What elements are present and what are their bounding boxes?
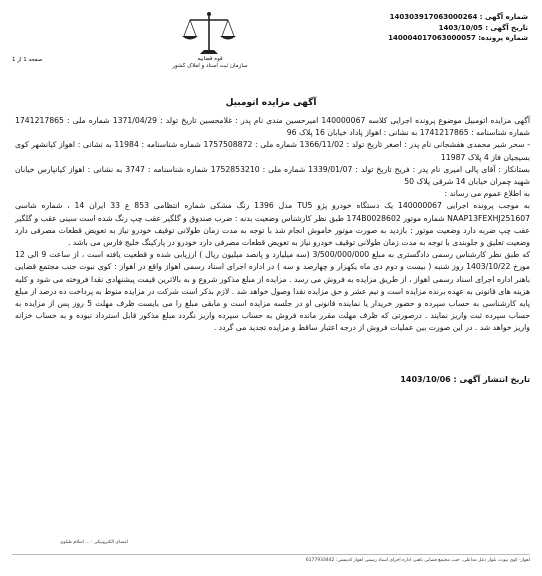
footer-address: اهواز- کوی نبوت، بلوار دعل مداعلی، جنب مجتمع قضایی باهنر، اداره اجرای اسناد رسمی اهواز کدپستی: 6177933442: [12, 554, 530, 563]
organization-name: [160, 56, 260, 70]
body-paragraph-creditor: بستانکار : آقای پالی امیری نام پدر : فریح تاریخ تولد : 1339/01/07 شماره ملی : 1752853210 شماره شناسنامه : 3747 به نشانی : اهواز کیانپارس خیابان شهید چمران خیابان 14 شرقی پلاک 50: [15, 164, 531, 187]
publication-date-label: تاریخ انتشار آگهی :: [453, 375, 530, 384]
case-number: 140004017063000057: [388, 34, 476, 42]
notice-date-row: [278, 23, 528, 34]
publication-date-value: 1403/10/06: [400, 375, 451, 384]
body-paragraph-announcement: به اطلاع عموم می رساند :: [444, 189, 530, 199]
electronic-signature: امضای الکترونیکی : ... اسلام طیاوی: [60, 540, 128, 545]
body-paragraph-vehicle: به موجب پرونده اجرایی 140000067 یک دستگاه خودرو پژو TU5 مدل 1396 رنگ مشکی شماره انتظامی 853 ع 33 ایران 14 ، شماره شاسی NAAP13FEXHJ251607 شماره موتور 174B0028602 طبق نظر کارشناس وضعیت بدنه : ضرب صندوق و گلگیر عقب چپ رنگ شده است سینی عقب و گلگیر عقب چپ ضربه دارد وضعیت موتور : بازدید به صورت موتور خاموش انجام شد با توجه به مدت زمان طولانی توقیف خودرو نیاز به تعویض قطعات مصرفی دارد وضعیت تعلیق و جلوبندی با توجه به مدت زمان طولانی توقیف خودرو نیاز به تعویض قطعات مصرفی دارد خودرو در پارکینگ خلیج فارس می باشد .: [15, 201, 530, 248]
publication-date: [400, 375, 530, 384]
notice-number-row: [278, 12, 528, 23]
notice-date: 1403/10/05: [438, 23, 483, 32]
notice-number: 140303917063000264: [389, 13, 478, 21]
case-number-label: شماره پرونده:: [478, 34, 528, 42]
organization-line-1: قوه قضاییه: [197, 56, 223, 62]
body-paragraph-debtor-2: - سحر شیر محمدی هفشجانی نام پدر : اصغر تاریخ تولد : 1366/11/02 شماره ملی : 1757508872 شماره شناسنامه : 11984 به نشانی : اهواز کیانشهر کوی بسیجیان فاز 4 پلاک 11987: [15, 140, 530, 162]
page-number: صفحه 1 از 1: [12, 57, 43, 63]
notice-body: [15, 115, 530, 335]
case-number-row: [278, 33, 528, 44]
notice-number-label: شماره آگهی :: [479, 13, 528, 21]
body-paragraph-debtor-1: آگهی مزایده اتومبیل موضوع پرونده اجرایی کلاسه 140000067 امیرحسین مندی نام پدر : غلامحسین تاریخ تولد : 1371/04/29 شماره ملی : 1741217865 شماره شناسنامه : 1741217865 به نشانی : اهواز پاداد خیابان 16 پلاک 96: [15, 116, 530, 138]
organization-line-2: سازمان ثبت اسناد و املاک کشور: [172, 63, 248, 69]
body-paragraph-auction-terms: که طبق نظر کارشناس رسمی دادگستری به مبلغ 3/500/000/000 (سه میلیارد و پانصد میلیون ریال ) ارزیابی شده و قطعیت یافته است ، از ساعت 9 الی 12 مورخ 1403/10/22 روز شنبه ( بیست و دوم دی ماه یکهزار و چهارصد و سه ) در اداره اجرای اسناد رسمی اهواز واقع در اهواز : کوی نبوت جنب مجتمع قضایی باهنر اداره اجرای اسناد رسمی اهواز ، از طریق مزایده به فروش می رسد . مزایده از مبلغ مذکور شروع و به بالاترین قیمت پیشنهادی نقدا فروخته می شود و کلیه هزینه های قانونی به عهده برنده مزایده است و نیم عشر و حق مزایده نقدا وصول خواهد شد . لازم بذکر است شرکت در مزایده منوط به پرداخت ده درصد از مبلغ پایه کارشناسی به حساب سپرده و حضور خریدار یا نماینده قانونی او در جلسه مزایده است و مابقی مبلغ را می بایست ظرف مهلت 5 روز پس از مزایده به حساب سپرده ثبت واریز نمایند . درصورتی که ظرف مهلت مقرر مانده فروش به حساب سپرده واریز نگردد مبلغ مذکور قابل استرداد نبوده و به حساب خزانه واریز خواهد شد . در این صورت بین عملیات فروش از درجه اعتبار ساقط و مزایده تجدید می گردد .: [15, 250, 530, 333]
notice-title: آگهی مزایده اتومبیل: [225, 98, 317, 108]
notice-header-info: [278, 12, 528, 44]
judiciary-emblem-icon: [178, 10, 240, 60]
notice-date-label: تاریخ آگهی :: [485, 23, 528, 32]
